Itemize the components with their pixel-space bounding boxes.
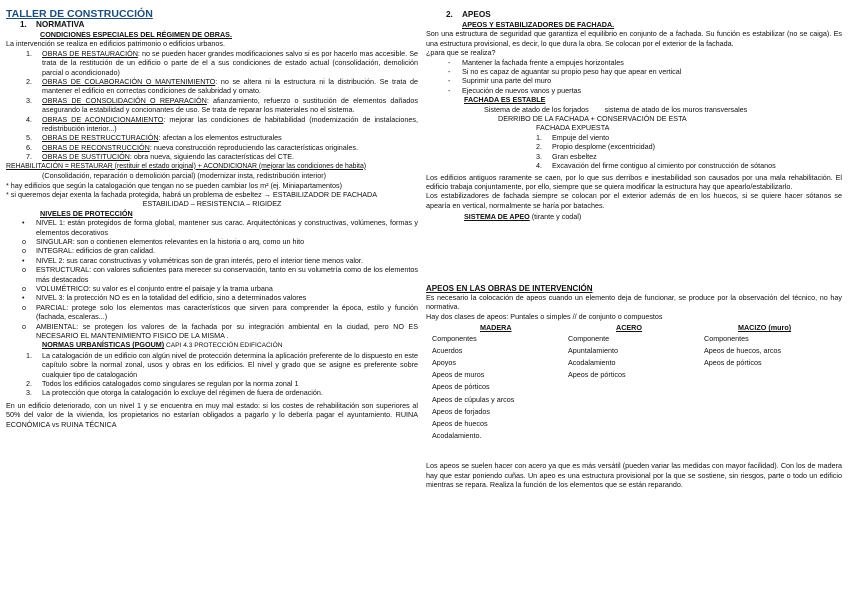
list-item: Apeos de huecos xyxy=(432,418,488,428)
list-item: 1. Empuje del viento xyxy=(536,132,610,142)
list-item: - Ejecución de nuevos vanos y puertas xyxy=(448,85,582,95)
column-madera xyxy=(432,323,562,442)
column-header: MACIZO (muro) xyxy=(738,323,792,333)
column-macizo xyxy=(704,323,840,369)
apeos-definition: Son una estructura de seguridad que garantiza el equilibrio en conjunto de a fachada. Su función es estabilizar (no se caiga). Es una estructura provisional, es decir, lo que dura la obra. Se colocan por el exterior de la fachada. xyxy=(426,29,842,48)
estable-line: Sistema de atado de los forjados sistema de atado de los muros transversales xyxy=(484,104,748,114)
list-item: Apeos de muros xyxy=(432,370,485,380)
list-item: Componentes xyxy=(704,333,749,343)
list-item: 3. OBRAS DE CONSOLIDACIÓN O REPARACIÓN: afianzamiento, refuerzo o sustitución de elementos dañados asegurando la estabilidad y concionantes de uso. Se trata de reparar los materiales no el sistema. xyxy=(26,95,418,115)
section-number: 2. xyxy=(446,10,453,19)
document-title: TALLER DE CONSTRUCCIÓN xyxy=(6,8,153,20)
list-item: 6. OBRAS DE RECONSTRUCCIÓN: nueva construcción reproduciendo las características originales. xyxy=(26,142,358,152)
list-item: o VOLUMÉTRICO: su valor es el conjunto entre el paisaje y la trama urbana xyxy=(22,283,273,293)
apeos-obras-paragraph: Es necesario la colocación de apeos cuando un elemento deja de funcionar, se produce por la observación del técnico, no hay normativa. xyxy=(426,292,842,312)
apeos-question: ¿para que se realiza? xyxy=(426,48,496,58)
list-item: • NIVEL 2: sus carac constructivas y volumétricas son de gran interés, pero el interior tiene menos valor. o ESTRUCTURAL: con valores suficientes para merecer su conservación, tanto en su volumetría como de los elementos más destacados o VOLUMÉTRICO: su valor es el conjunto entre el paisaje y la trama urbana xyxy=(6,256,418,294)
section-title: NORMATIVA xyxy=(36,20,85,29)
niveles-heading: NIVELES DE PROTECCIÓN xyxy=(40,208,133,218)
niveles-list xyxy=(6,218,418,340)
list-item: 7. OBRAS DE SUSTITUCIÓN: obra nueva, siguiendo las características del CTE. xyxy=(26,152,295,162)
list-item: • NIVEL 3: la protección NO es en la totalidad del edificio, sino a determinados valores o PARCIAL: protege solo los elementos mas característicos que sirven para comprender la época, estilo y función (fachada, escaleras...) o AMBIENTAL: se protegen los valores de la fachada por su integración ambiental en la ciudad, pero NO ES NECESARIO EL MANTENIMIENTO FISICO DE LA MISMA . xyxy=(6,293,418,340)
list-item: Apeos de pórticos xyxy=(704,357,762,367)
derribo-line: DERRIBO DE LA FACHADA + CONSERVACIÓN DE ESTA xyxy=(498,114,687,124)
list-item: 4. OBRAS DE ACONDICIONAMIENTO: mejorar las condiciones de habitabilidad (modernización de instalaciones, redistribución interior...) xyxy=(26,114,418,134)
list-item: Acuerdos xyxy=(432,345,463,355)
list-item: • NIVEL 1: están protegidos de forma global, mantener sus carac. Arquitectónicas y constructivas, volúmenes, formas y elementos decorativos o SINGULAR: son o contienen elementos relevantes en la historia o arq, como un hito o INTEGRAL: edificios de gran calidad. xyxy=(6,218,418,256)
left-column xyxy=(6,0,418,429)
reasons-list xyxy=(426,58,842,96)
list-item: Apoyos xyxy=(432,357,456,367)
column-header: ACERO xyxy=(616,323,642,333)
edificios-paragraph: Los edificios antiguos raramente se caen, por lo que sus derribos e inestabilidad son causados por una mala rehabilitación. El edificio trabaja conjuntamente, por ello, siempre que se quiera modificar la estructura hay que apearlo/estabilizarlo. xyxy=(426,172,842,191)
list-item: o PARCIAL: protege solo los elementos mas característicos que sirven para comprender la época, estilo y función (fachada, escaleras...) xyxy=(22,302,418,322)
list-item: Acodalamiento. xyxy=(432,431,482,441)
list-item: Apeos de cúpulas y arcos xyxy=(432,394,515,404)
list-item: 5. OBRAS DE RESTRUCCTURACIÓN: afectan a los elementos estructurales xyxy=(26,133,282,143)
list-item: Apuntalamiento xyxy=(568,345,618,355)
list-item: 3. Gran esbeltez xyxy=(536,151,597,161)
list-item: Apeos de pórticos xyxy=(568,370,626,380)
apeos-materials-table xyxy=(426,323,842,461)
rehabilitacion-detail: (Consolidación, reparación o demolición parcial) (modernizar insta, redistribución interior) xyxy=(42,171,327,181)
list-item: Apeos de pórticos xyxy=(432,382,490,392)
pgoum-heading: NORMAS URBANÍSTICAS (PGOUM) CAPI 4.3 PROTECCIÓN EDIFICACIÓN xyxy=(42,340,283,350)
section-heading-apeos xyxy=(446,10,842,20)
list-item: - Mantener la fachada frente a empujes horizontales xyxy=(448,57,624,67)
column-acero xyxy=(568,323,698,381)
list-item: 4. Excavación del firme contiguo al cimiento por construcción de sótanos xyxy=(536,161,776,171)
note-esbeltez: * si queremos dejar exenta la fachada protegida, habrá un problema de esbeltez → ESTABILIZADOR DE FACHADA xyxy=(6,189,378,199)
expuesta-list xyxy=(426,133,842,171)
section-title: APEOS xyxy=(462,10,491,19)
list-item: 3. La protección que otorga la catalogación lo excluye del régimen de fuera de ordenación. xyxy=(26,388,323,398)
list-item: Apeos de huecos, arcos xyxy=(704,345,782,355)
list-item: Componentes xyxy=(432,333,477,343)
list-item: 2. OBRAS DE COLABORACIÓN O MANTENIMIENTO: no se altera ni la estructura ni la distribución. Se trata de mantener el edificio en correctas condiciones de salubridad y ornato. xyxy=(26,77,418,96)
estabilizadores-paragraph: Los estabilizadores de fachada siempre se colocan por el exterior además de en los huecos, si se quiere hacer sótanos se apearía en vertical, normalmente se haría por bataches. xyxy=(426,191,842,210)
sistema-apeo: SISTEMA DE APEO (tirante y codal) xyxy=(464,212,582,222)
list-item: o ESTRUCTURAL: con valores suficientes para merecer su conservación, tanto en su volumetría como de los elementos más destacados xyxy=(22,265,418,284)
list-item: - Si no es capaz de aguantar su propio peso hay que apear en vertical xyxy=(448,67,682,77)
right-column xyxy=(426,0,842,489)
list-item: o AMBIENTAL: se protegen los valores de la fachada por su integración ambiental en la ciudad, pero NO ES NECESARIO EL MANTENIMIENTO FISICO DE LA MISMA . xyxy=(22,321,418,340)
list-item: o INTEGRAL: edificios de gran calidad. xyxy=(22,246,156,256)
list-item: Componente xyxy=(568,333,610,343)
estable-heading: FACHADA ES ESTABLE xyxy=(464,95,546,105)
intro-paragraph: La intervención se realiza en edificios patrimonio o edificios urbanos. xyxy=(6,39,225,49)
list-item: 2. Todos los edificios catalogados como singulares se regulan por la norma zonal 1 xyxy=(26,379,299,389)
apeos-closing-paragraph: Los apeos se suelen hacer con acero ya que es más versátil (pueden variar las medidas con mayor facilidad). Con los de madera hay que estar poniendo cuñas. Un apeo es una estructura provisional por la que se sostiene, sin riesgos, parte o todo un edificio mientras se repara. Realiza la función de los elementos que se están reparando. xyxy=(426,461,842,489)
obras-list xyxy=(6,49,418,162)
closing-paragraph: En un edificio deteriorado, con un nivel 1 y se encuentra en muy mal estado: si los costes de rehabilitación son superiores al 50% del valor de la vivienda, los propietarios no estarían obligados a pagarlo y lo debería pagar el ayuntamiento. RUINA ECONÓMICA vs RUINA TÉCNICA xyxy=(6,400,418,429)
list-item: o SINGULAR: son o contienen elementos relevantes en la historia o arq, como un hito xyxy=(22,236,305,246)
list-item: - Suprimir una parte del muro xyxy=(448,76,552,86)
column-header: MADERA xyxy=(480,323,512,333)
list-item: 1. La catalogación de un edificio con algún nivel de protección determina la aplicación preferente de lo dispuesto en este capítulo sobre la normal zonal, usos y obras en los edificios. El nivel y grado que se asigne es preferente sobre cualquier tipo de catalogación xyxy=(26,350,418,379)
apeos-obras-heading: APEOS EN LAS OBRAS DE INTERVENCIÓN xyxy=(426,283,593,293)
subheading-apeos-estabilizadores: APEOS Y ESTABILIZADORES DE FACHADA. xyxy=(462,20,615,29)
list-item: 2. Propio desplome (excentricidad) xyxy=(536,142,656,152)
list-item: Apeos de forjados xyxy=(432,406,490,416)
note-estabilidad: ESTABILIDAD – RESISTENCIA – RIGIDEZ xyxy=(142,199,282,209)
expuesta-heading: FACHADA EXPUESTA xyxy=(536,123,610,133)
rehabilitacion-formula: REHABILITACIÓN = RESTAURAR (restituir el estado original) + ACONDICIONAR (mejorar las condiciones de habita) xyxy=(6,162,367,170)
section-number: 1. xyxy=(20,20,27,29)
apeos-clases: Hay dos clases de apeos: Puntales o simples // de conjunto o compuestos xyxy=(426,311,663,321)
subheading-condiciones: CONDICIONES ESPECIALES DEL RÉGIMEN DE OBRAS. xyxy=(40,30,232,39)
list-item: 1. OBRAS DE RESTAURACIÓN: no se pueden hacer grandes modificaciones salvo si es por hacerlo mas accesible. Se trata de la restitución de un edificio o parte de el a sus condiciones de estado actual (consolidación, demolición parcial o acondicionado) xyxy=(26,48,418,77)
section-heading-normativa xyxy=(20,20,418,30)
pgoum-list xyxy=(6,351,418,398)
list-item: Acodalamiento xyxy=(568,357,616,367)
note-catalogacion: * hay edificios que según la catalogación que tengan no se pueden cambiar los m² (ej. Miniapartamentos) xyxy=(6,180,343,190)
